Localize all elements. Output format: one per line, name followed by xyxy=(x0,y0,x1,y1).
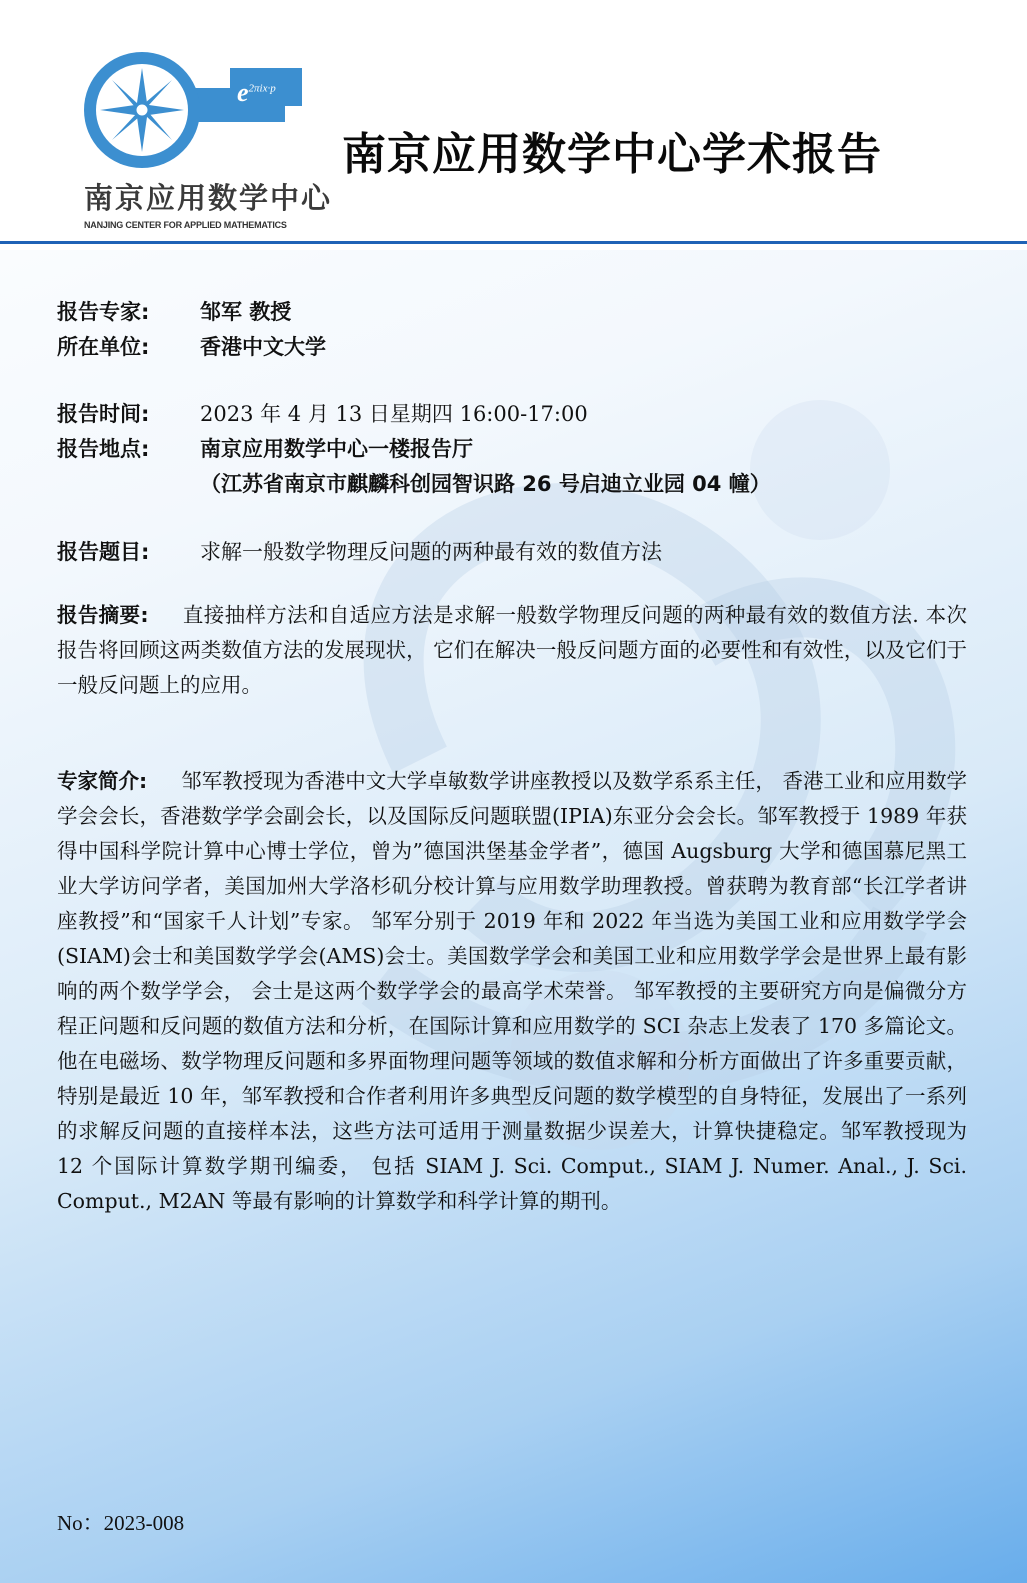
location-label: 报告地点: xyxy=(57,437,150,461)
speaker-value: 邹军 教授 xyxy=(200,300,292,324)
time-value: 2023 年 4 月 13 日星期四 16:00-17:00 xyxy=(200,402,588,426)
report-number: No：2023-008 xyxy=(57,1511,185,1535)
speaker-label: 报告专家: xyxy=(57,300,150,324)
logo-name-en: NANJING CENTER FOR APPLIED MATHEMATICS xyxy=(84,220,287,230)
topic-label: 报告题目: xyxy=(57,540,150,564)
location-detail-value: （江苏省南京市麒麟科创园智识路 26 号启迪立业园 04 幢） xyxy=(200,472,771,496)
bio-section xyxy=(57,764,967,1219)
affiliation-row xyxy=(57,331,326,361)
bio-text: 邹军教授现为香港中文大学卓敏数学讲座教授以及数学系系主任， 香港工业和应用数学学会会长，香港数学学会副会长，以及国际反问题联盟(IPIA)东亚分会会长。邹军教授于 1989 年获得中国科学院计算中心博士学位，曾为”德国洪堡基金学者”，德国 Augsburg 大学和德国慕尼黑工业大学访问学者，美国加州大学洛杉矶分校计算与应用数学助理教授。曾获聘为教育部“长江学者讲座教授”和“国家千人计划”专家。 邹军分别于 2019 年和 2022 年当选为美国工业和应用数学学会(SIAM)会士和美国数学学会(AMS)会士。美国数学学会和美国工业和应用数学学会是世界上最有影响的两个数学学会， 会士是这两个数学学会的最高学术荣誉。 邹军教授的主要研究方向是偏微分方程正问题和反问题的数值方法和分析，在国际计算和应用数学的 SCI 杂志上发表了 170 多篇论文。 他在电磁场、数学物理反问题和多界面物理问题等领域的数值求解和分析方面做出了许多重要贡献， 特别是最近 10 年，邹军教授和合作者利用许多典型反问题的数学模型的自身特征，发展出了一系列的求解反问题的直接样本法，这些方法可适用于测量数据少误差大，计算快捷稳定。邹军教授现为 12 个国际计算数学期刊编委， 包括 SIAM J. Sci. Comput., SIAM J. Numer. Anal., J. Sci. Comput., M2AN 等最有影响的计算数学和科学计算的期刊。 xyxy=(57,769,968,1213)
time-label: 报告时间: xyxy=(57,402,150,426)
logo-name-cn: 南京应用数学中心 xyxy=(84,181,333,215)
speaker-row xyxy=(57,296,291,326)
topic-row xyxy=(57,536,662,566)
affiliation-label: 所在单位: xyxy=(57,335,150,359)
abstract-label: 报告摘要: xyxy=(57,603,149,627)
header-divider xyxy=(0,241,1027,244)
topic-value: 求解一般数学物理反问题的两种最有效的数值方法 xyxy=(200,540,662,564)
page-title: 南京应用数学中心学术报告 xyxy=(342,129,882,180)
logo-formula: $e^{2\pi ix\cdot p}$ xyxy=(237,78,276,107)
bio-label: 专家简介: xyxy=(57,769,148,793)
location-row xyxy=(57,433,473,463)
abstract-text: 直接抽样方法和自适应方法是求解一般数学物理反问题的两种最有效的数值方法. 本次报告将回顾这两类数值方法的发展现状， 它们在解决一般反问题方面的必要性和有效性，以及它们于一般反问题上的应用。 xyxy=(57,603,967,697)
time-row xyxy=(57,398,588,428)
abstract-section xyxy=(57,598,967,703)
affiliation-value: 香港中文大学 xyxy=(200,335,326,359)
location-value: 南京应用数学中心一楼报告厅 xyxy=(200,437,473,461)
location-detail xyxy=(200,468,771,498)
